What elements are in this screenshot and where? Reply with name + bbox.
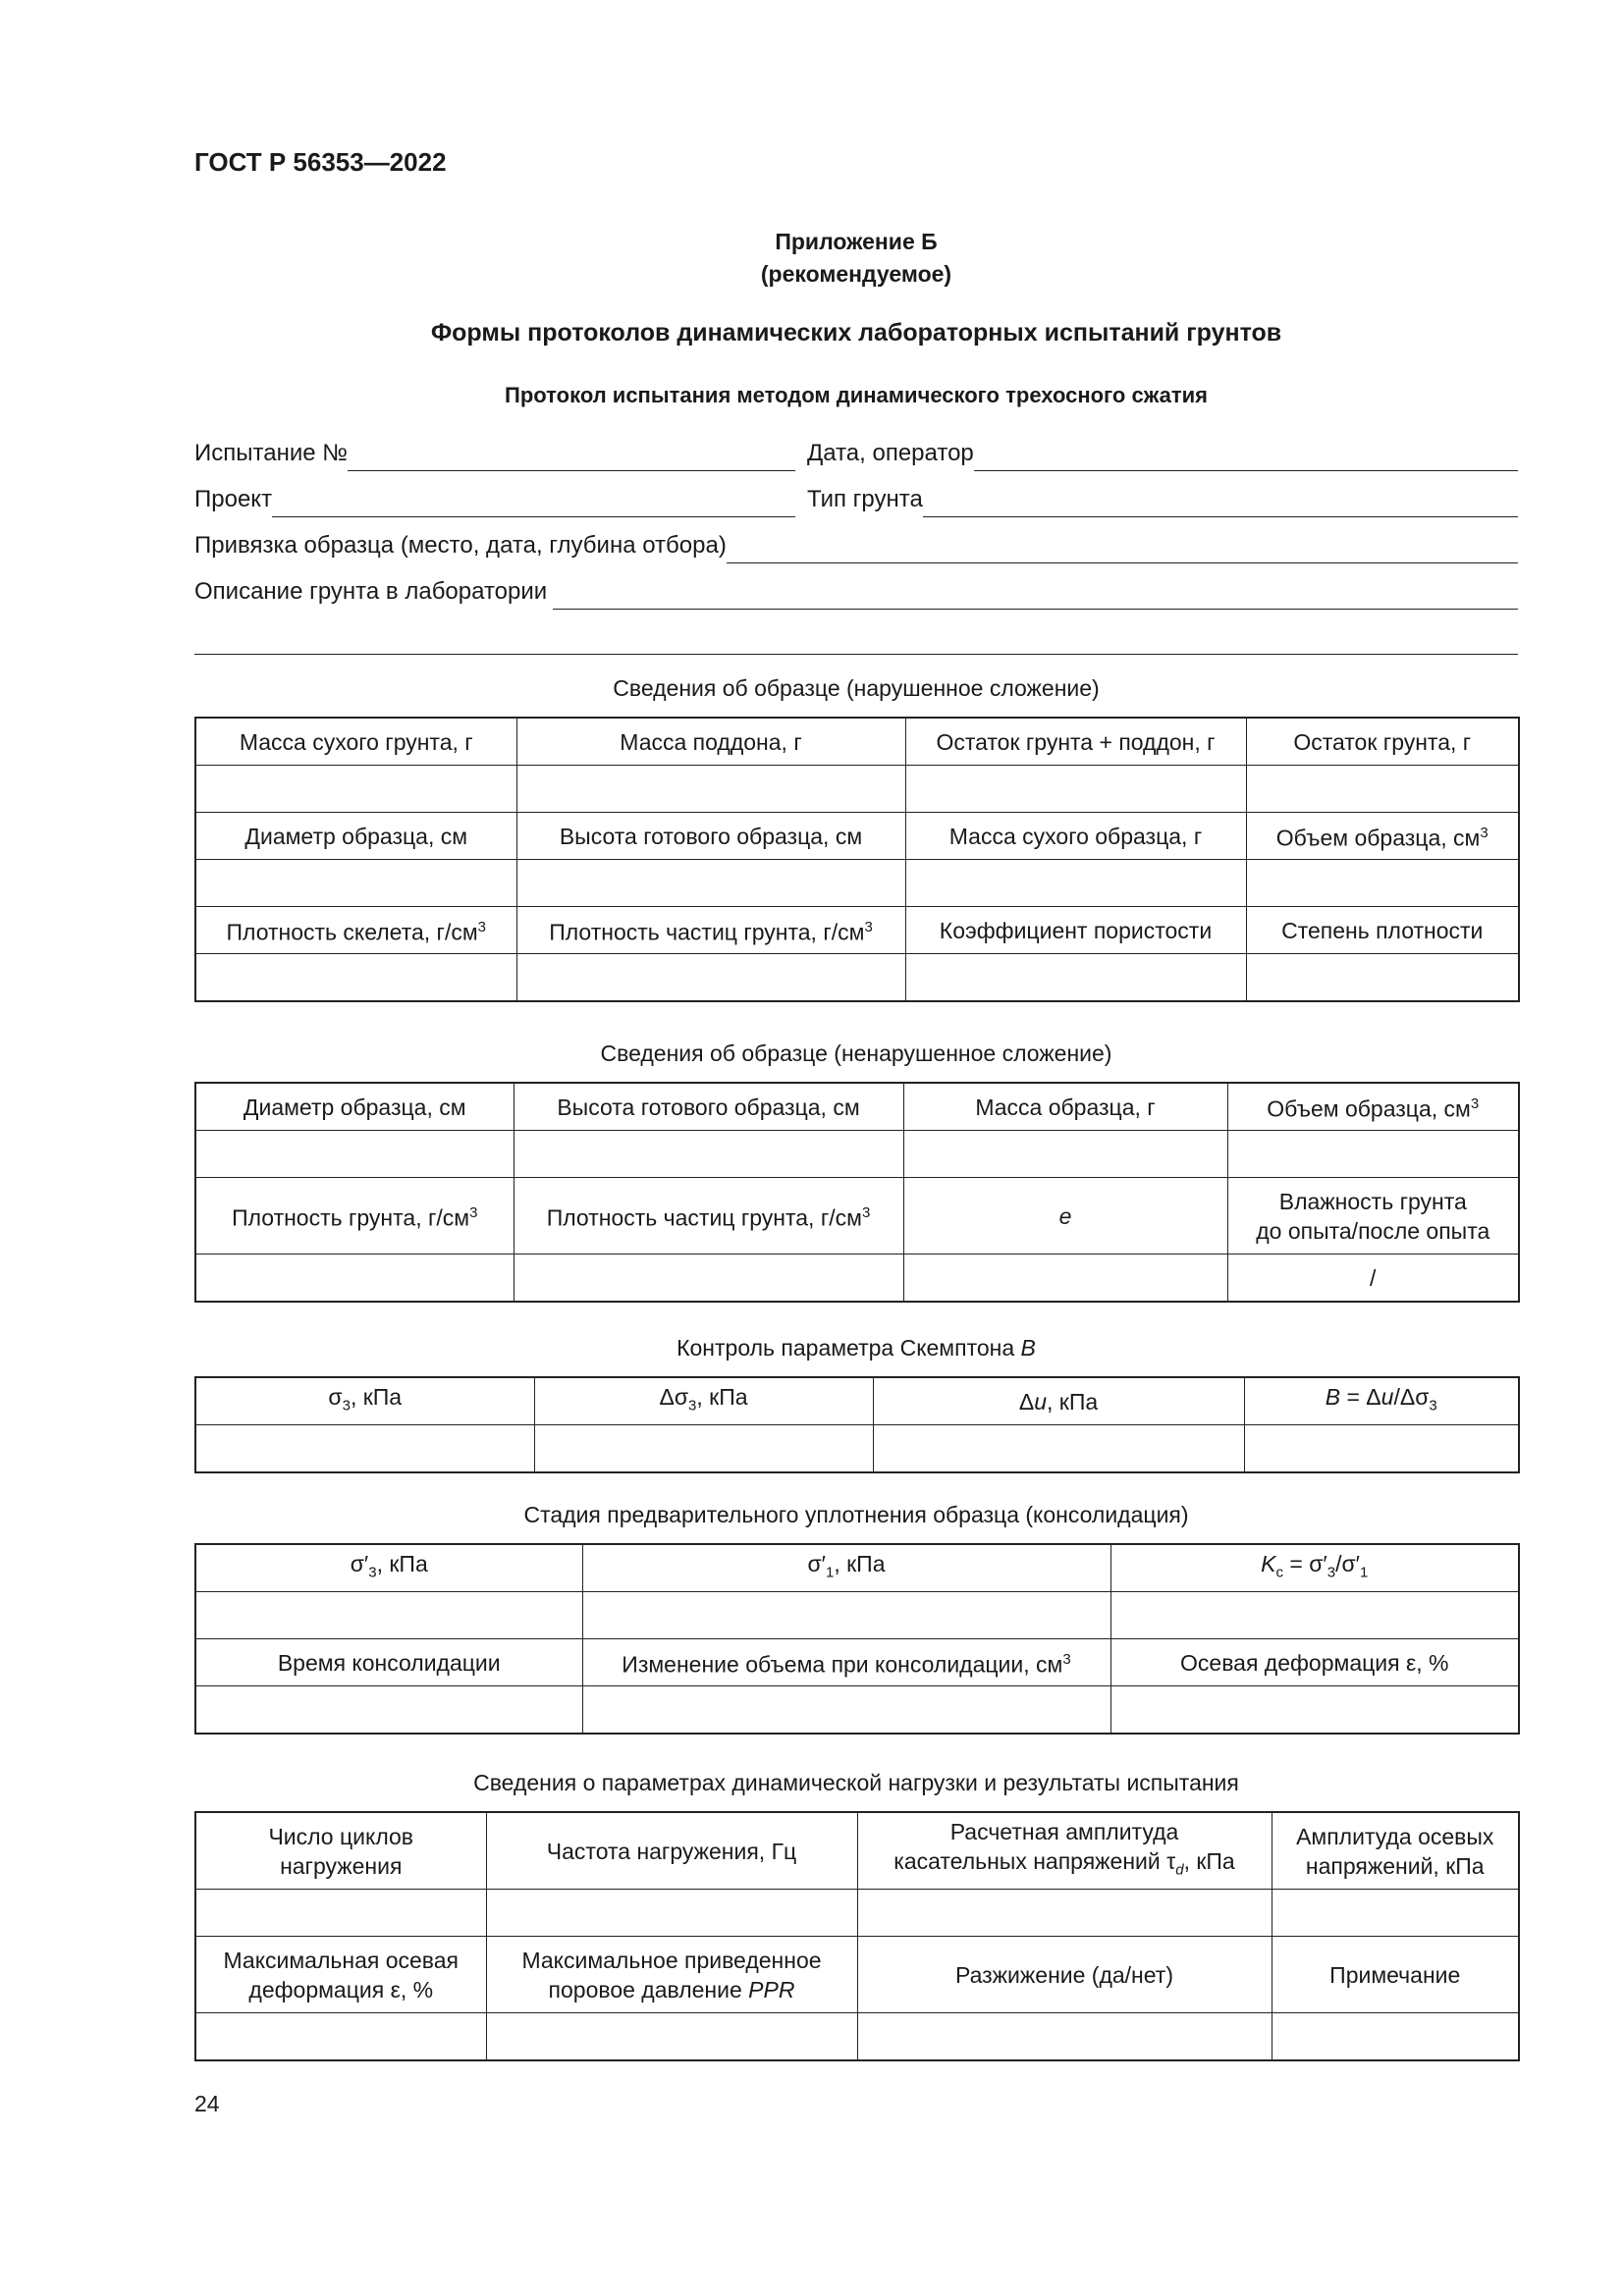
void-ratio-label: e bbox=[1058, 1202, 1072, 1229]
sigma1-eff-header: $\sigma'_1$, кПа bbox=[582, 1544, 1110, 1592]
entry-cell[interactable] bbox=[857, 1890, 1272, 1937]
density-label: Плотность грунта, г/см bbox=[232, 1204, 470, 1231]
header-cell: Коэффициент пористости bbox=[905, 907, 1246, 954]
sigma3-eff-header: $\sigma'_3$, кПа bbox=[195, 1544, 582, 1592]
field-row-project bbox=[194, 484, 1518, 517]
kc-eq: = σ′ bbox=[1283, 1550, 1327, 1576]
delta-u-unit: , кПа bbox=[1047, 1388, 1099, 1415]
table-row bbox=[195, 907, 1519, 954]
moisture-label-line2: до опыта/после опыта bbox=[1256, 1217, 1490, 1244]
disturbed-caption: Сведения об образце (нарушенное сложение) bbox=[613, 675, 1100, 701]
header-cell bbox=[1272, 1812, 1519, 1890]
soil-description-field[interactable] bbox=[194, 576, 1518, 610]
header-cell bbox=[195, 1937, 486, 2013]
table-row bbox=[195, 1377, 1519, 1425]
header-cell: Примечание bbox=[1272, 1937, 1519, 2013]
header-cell: Диаметр образца, см bbox=[195, 813, 516, 860]
volume-label: Объем образца, см bbox=[1267, 1095, 1471, 1122]
delta-u-header: Δu, кПа bbox=[873, 1377, 1244, 1425]
skempton-table bbox=[194, 1376, 1520, 1473]
dynamic-caption: Сведения о параметрах динамической нагрузки и результаты испытания bbox=[473, 1770, 1239, 1795]
header-cell: Плотность скелета, $г/см^3$ bbox=[195, 907, 516, 954]
tau-label-text: касательных напряжений τ bbox=[893, 1847, 1176, 1874]
max-strain-line2: деформация ε, % bbox=[248, 1976, 434, 2002]
axial-amp-line1: Амплитуда осевых bbox=[1296, 1823, 1494, 1849]
kc-div: /σ′ bbox=[1335, 1550, 1360, 1576]
header-cell: Объем образца, $см^3$ bbox=[1246, 813, 1519, 860]
entry-cell[interactable] bbox=[582, 1686, 1110, 1735]
entry-cell[interactable] bbox=[486, 2013, 857, 2061]
entry-cell[interactable] bbox=[1110, 1592, 1519, 1639]
delta-u-var: u bbox=[1034, 1388, 1047, 1415]
entry-cell[interactable] bbox=[582, 1592, 1110, 1639]
table-row bbox=[195, 766, 1519, 813]
entry-cell[interactable] bbox=[195, 1255, 514, 1303]
entry-cell[interactable] bbox=[857, 2013, 1272, 2061]
skeleton-density-label: Плотность скелета, г/см bbox=[226, 919, 478, 945]
entry-cell[interactable] bbox=[195, 860, 516, 907]
soil-description-line bbox=[553, 581, 1518, 610]
entry-cell[interactable] bbox=[514, 1255, 903, 1303]
sample-reference-line bbox=[727, 535, 1518, 563]
entry-cell[interactable] bbox=[195, 1425, 534, 1473]
header-cell: Остаток грунта, г bbox=[1246, 718, 1519, 766]
moisture-entry-cell[interactable]: / bbox=[1227, 1255, 1519, 1303]
volume-label: Объем образца, см bbox=[1275, 825, 1481, 851]
entry-cell[interactable] bbox=[1227, 1131, 1519, 1178]
dynamic-load-table bbox=[194, 1811, 1520, 2061]
table-row bbox=[195, 2013, 1519, 2061]
particle-density-label: Плотность частиц грунта, г/см bbox=[546, 1204, 862, 1231]
entry-cell[interactable] bbox=[534, 1425, 873, 1473]
header-cell: Плотность грунта, $г/см^3$ bbox=[195, 1178, 514, 1255]
header-cell bbox=[195, 1812, 486, 1890]
soil-type-label: Тип грунта bbox=[807, 486, 923, 512]
skempton-caption bbox=[194, 1335, 1518, 1362]
page-number: 24 bbox=[194, 2091, 220, 2116]
date-operator-field[interactable] bbox=[795, 440, 1518, 471]
table-row bbox=[195, 1937, 1519, 2013]
b-var: B bbox=[1325, 1383, 1341, 1410]
table-row bbox=[195, 954, 1519, 1002]
moisture-label-line1: Влажность грунта bbox=[1278, 1188, 1467, 1214]
soil-type-field[interactable] bbox=[795, 486, 1518, 517]
entry-cell[interactable] bbox=[195, 954, 516, 1002]
soil-type-line bbox=[923, 489, 1518, 517]
entry-cell[interactable] bbox=[486, 1890, 857, 1937]
header-cell: Разжижение (да/нет) bbox=[857, 1937, 1272, 2013]
disturbed-sample-table bbox=[194, 717, 1520, 1002]
table-row bbox=[195, 1255, 1519, 1303]
table-row bbox=[195, 1812, 1519, 1890]
entry-cell[interactable] bbox=[873, 1425, 1244, 1473]
entry-cell[interactable] bbox=[516, 860, 905, 907]
header-cell: Изменение объема при консолидации, $см^3$ bbox=[582, 1639, 1110, 1686]
entry-cell[interactable] bbox=[195, 1131, 514, 1178]
header-cell: Масса поддона, г bbox=[516, 718, 905, 766]
ppr-text: поровое давление bbox=[548, 1976, 749, 2002]
header-cell: Масса сухого грунта, г bbox=[195, 718, 516, 766]
soil-description-label: Описание грунта в лаборатории bbox=[194, 578, 548, 605]
tau-label-line1: Расчетная амплитуда bbox=[949, 1818, 1179, 1844]
field-row-test bbox=[194, 438, 1518, 471]
kc-sub: c bbox=[1275, 1564, 1283, 1581]
table-row bbox=[195, 1686, 1519, 1735]
entry-cell[interactable] bbox=[516, 954, 905, 1002]
ppr-line1: Максимальное приведенное bbox=[521, 1947, 822, 1973]
ppr-var: PPR bbox=[748, 1976, 795, 2002]
max-strain-line1: Максимальная осевая bbox=[223, 1947, 459, 1973]
entry-cell[interactable] bbox=[195, 1592, 582, 1639]
header-cell bbox=[857, 1812, 1272, 1890]
skempton-caption-text: Контроль параметра Скемптона bbox=[677, 1335, 1021, 1361]
entry-cell[interactable] bbox=[1246, 954, 1519, 1002]
kc-var: K bbox=[1261, 1550, 1276, 1576]
undisturbed-caption: Сведения об образце (ненарушенное сложение) bbox=[600, 1041, 1112, 1066]
header-cell: Остаток грунта + поддон, г bbox=[905, 718, 1246, 766]
project-line bbox=[272, 489, 795, 517]
sample-reference-field[interactable] bbox=[194, 530, 1518, 563]
kc-header: $K_c = \sigma'_3/\sigma'_1$ bbox=[1110, 1544, 1519, 1592]
volume-change-label: Изменение объема при консолидации, см bbox=[622, 1651, 1063, 1678]
entry-cell[interactable] bbox=[905, 954, 1246, 1002]
entry-cell[interactable] bbox=[1246, 860, 1519, 907]
sample-reference-label: Привязка образца (место, дата, глубина отбора) bbox=[194, 532, 727, 559]
table-row bbox=[195, 1131, 1519, 1178]
table-row bbox=[195, 1544, 1519, 1592]
entry-cell[interactable] bbox=[905, 766, 1246, 813]
header-cell: Плотность частиц грунта, $г/см^3$ bbox=[514, 1178, 903, 1255]
table-row bbox=[195, 1639, 1519, 1686]
entry-cell[interactable] bbox=[516, 766, 905, 813]
header-cell: Объем образца, $см^3$ bbox=[1227, 1083, 1519, 1131]
cycles-label-line2: нагружения bbox=[280, 1852, 403, 1879]
tau-sub: d bbox=[1175, 1861, 1184, 1879]
table-row bbox=[195, 813, 1519, 860]
protocol-title: Протокол испытания методом динамического трехосного сжатия bbox=[505, 383, 1208, 407]
appendix-status: (рекомендуемое) bbox=[760, 261, 952, 287]
entry-cell[interactable] bbox=[1272, 1890, 1519, 1937]
test-number-field[interactable] bbox=[194, 440, 795, 471]
delta-sigma3-unit: , кПа bbox=[696, 1383, 748, 1410]
header-cell: Время консолидации bbox=[195, 1639, 582, 1686]
header-cell: Масса сухого образца, г bbox=[905, 813, 1246, 860]
forms-title: Формы протоколов динамических лабораторных испытаний грунтов bbox=[430, 319, 1282, 347]
header-cell: Степень плотности bbox=[1246, 907, 1519, 954]
table-row bbox=[195, 860, 1519, 907]
consolidation-table bbox=[194, 1543, 1520, 1735]
entry-cell[interactable] bbox=[905, 860, 1246, 907]
test-number-label: Испытание № bbox=[194, 440, 348, 466]
entry-cell[interactable] bbox=[1244, 1425, 1519, 1473]
gost-header: ГОСТ Р 56353—2022 bbox=[194, 147, 447, 177]
table-row bbox=[195, 1083, 1519, 1131]
soil-description-line-2[interactable] bbox=[194, 654, 1518, 655]
b-parameter-header: $B = \Delta u/\Delta\sigma_3$ bbox=[1244, 1377, 1519, 1425]
header-cell: Масса образца, г bbox=[903, 1083, 1227, 1131]
table-row bbox=[195, 1592, 1519, 1639]
skempton-caption-var: B bbox=[1020, 1335, 1036, 1361]
sigma3-unit: , кПа bbox=[350, 1383, 403, 1410]
delta-sigma3-header: $\Delta\sigma_3$, кПа bbox=[534, 1377, 873, 1425]
header-cell: Частота нагружения, Гц bbox=[486, 1812, 857, 1890]
sigma1-eff-unit: , кПа bbox=[834, 1550, 886, 1576]
tau-label-line2 bbox=[864, 1846, 1266, 1886]
entry-cell[interactable] bbox=[1110, 1686, 1519, 1735]
header-cell: Высота готового образца, см bbox=[516, 813, 905, 860]
entry-cell[interactable] bbox=[195, 2013, 486, 2061]
table-row bbox=[195, 718, 1519, 766]
sigma3-eff-unit: , кПа bbox=[376, 1550, 428, 1576]
project-field[interactable] bbox=[194, 486, 795, 517]
header-cell bbox=[903, 1178, 1227, 1255]
header-cell: Осевая деформация ε, % bbox=[1110, 1639, 1519, 1686]
appendix-title bbox=[194, 226, 1518, 291]
table-row bbox=[195, 1425, 1519, 1473]
header-cell bbox=[1227, 1178, 1519, 1255]
header-cell: Высота готового образца, см bbox=[514, 1083, 903, 1131]
b-mid: = Δ bbox=[1340, 1383, 1381, 1410]
test-number-line bbox=[348, 443, 795, 471]
entry-cell[interactable] bbox=[195, 1890, 486, 1937]
date-operator-line bbox=[974, 443, 1518, 471]
b-var2: u bbox=[1380, 1383, 1394, 1410]
project-label: Проект bbox=[194, 486, 273, 512]
date-operator-label: Дата, оператор bbox=[807, 440, 974, 466]
b-tail: /Δσ bbox=[1393, 1383, 1430, 1410]
header-cell bbox=[486, 1937, 857, 2013]
entry-cell[interactable] bbox=[514, 1131, 903, 1178]
entry-cell[interactable] bbox=[903, 1255, 1227, 1303]
appendix-label: Приложение Б bbox=[775, 229, 938, 254]
tau-unit: , кПа bbox=[1183, 1847, 1235, 1874]
undisturbed-sample-table bbox=[194, 1082, 1520, 1303]
entry-cell[interactable] bbox=[1246, 766, 1519, 813]
ppr-line2 bbox=[493, 1975, 851, 2004]
table-row bbox=[195, 1890, 1519, 1937]
sigma3-header: $\sigma_3$, кПа bbox=[195, 1377, 534, 1425]
particle-density-label: Плотность частиц грунта, г/см bbox=[549, 919, 865, 945]
entry-cell[interactable] bbox=[903, 1131, 1227, 1178]
axial-amp-line2: напряжений, кПа bbox=[1305, 1852, 1485, 1879]
entry-cell[interactable] bbox=[1272, 2013, 1519, 2061]
entry-cell[interactable] bbox=[195, 766, 516, 813]
consolidation-caption: Стадия предварительного уплотнения образца (консолидация) bbox=[523, 1502, 1189, 1527]
header-cell: Диаметр образца, см bbox=[195, 1083, 514, 1131]
table-row bbox=[195, 1178, 1519, 1255]
cycles-label-line1: Число циклов bbox=[268, 1823, 414, 1849]
header-cell: Плотность частиц грунта, $г/см^3$ bbox=[516, 907, 905, 954]
entry-cell[interactable] bbox=[195, 1686, 582, 1735]
